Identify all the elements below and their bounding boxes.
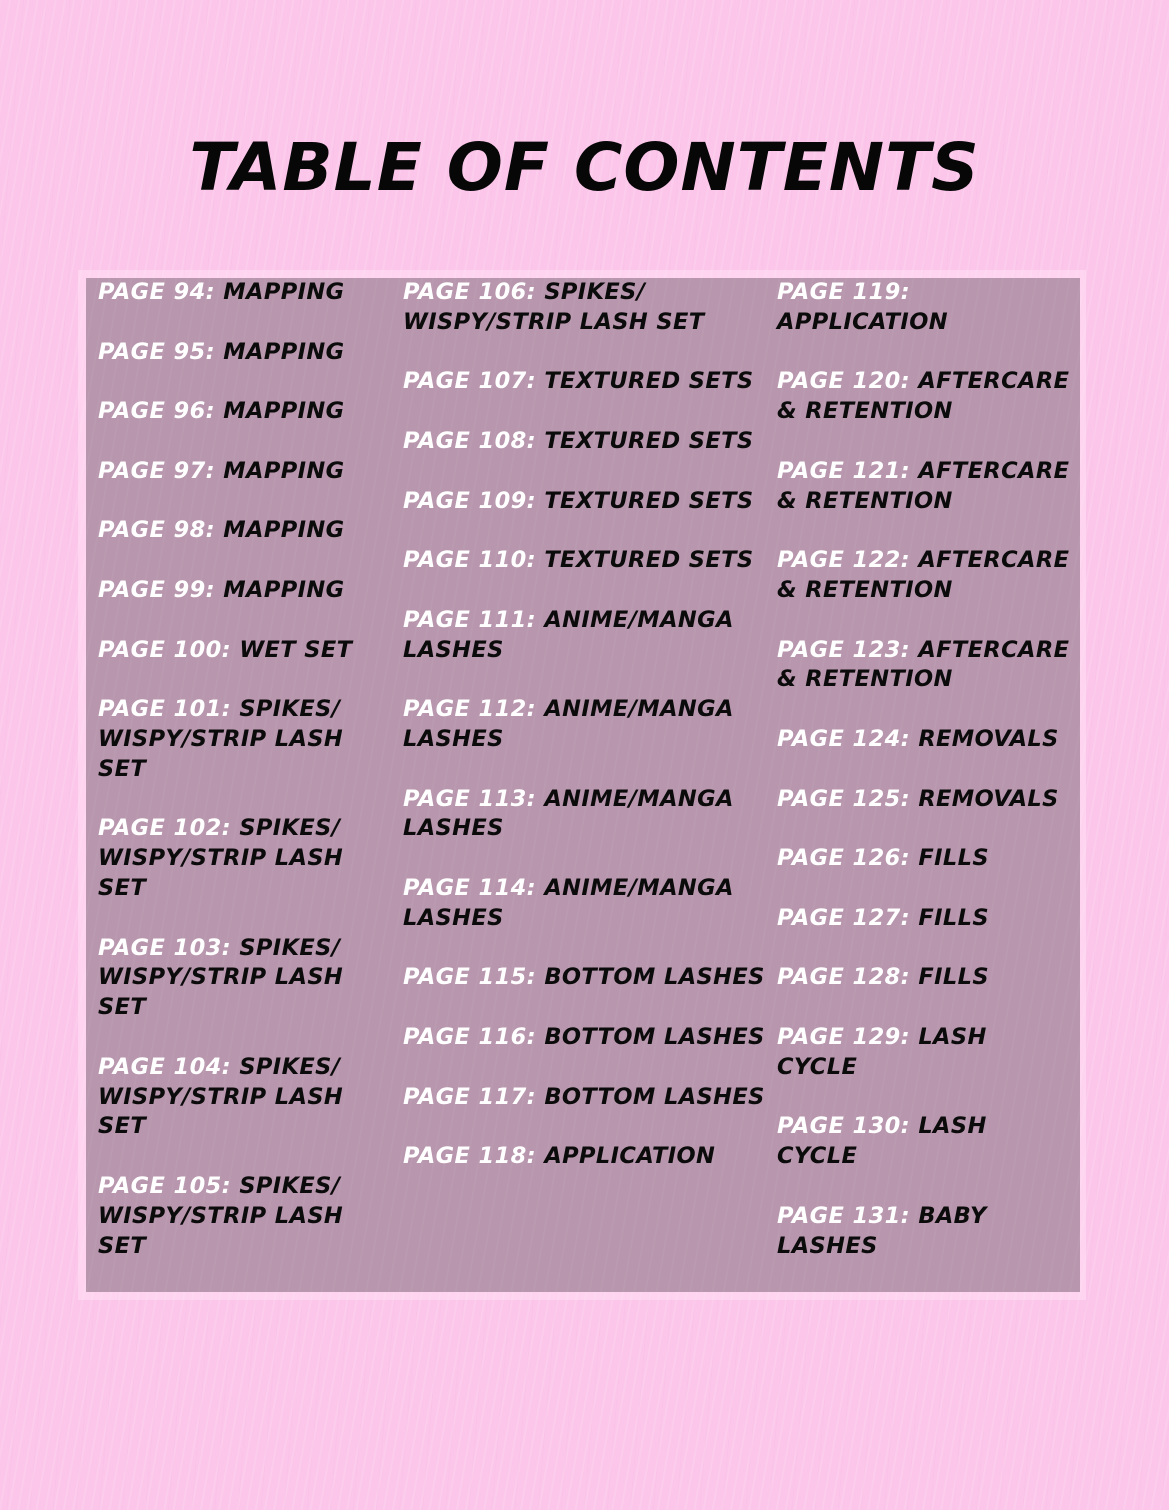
toc-entry — [777, 904, 1073, 934]
toc-page-number: PAGE 126: — [777, 845, 911, 872]
toc-entry — [403, 606, 765, 666]
toc-entry — [403, 367, 765, 397]
toc-entry — [403, 487, 765, 517]
toc-page-number: PAGE 112: — [403, 696, 537, 723]
toc-entry — [777, 725, 1073, 755]
toc-entry — [777, 636, 1073, 696]
toc-entry — [98, 516, 370, 546]
toc-entry — [403, 427, 765, 457]
toc-topic: AFTERCARE & RETENTION — [777, 636, 1070, 693]
toc-page-number: PAGE 102: — [98, 815, 232, 842]
toc-topic: FILLS — [918, 964, 989, 991]
toc-entry — [98, 278, 370, 308]
toc-entry — [98, 934, 370, 1023]
toc-page-number: PAGE 115: — [403, 964, 537, 991]
toc-page-number: PAGE 120: — [777, 368, 911, 395]
toc-page-number: PAGE 129: — [777, 1023, 911, 1050]
toc-topic: AFTERCARE & RETENTION — [777, 457, 1070, 514]
toc-topic: SPIKES/ WISPY/STRIP LASH SET — [403, 279, 705, 335]
toc-entry — [98, 457, 370, 487]
toc-topic: MAPPING — [223, 576, 345, 603]
toc-topic: ANIME/MANGA LASHES — [403, 785, 734, 842]
toc-entry — [777, 457, 1073, 517]
toc-entry — [403, 1083, 765, 1113]
toc-topic: TEXTURED SETS — [544, 547, 754, 574]
toc-topic: LASH CYCLE — [777, 1023, 987, 1080]
toc-page-number: PAGE 109: — [403, 487, 537, 514]
toc-entry — [777, 546, 1073, 606]
toc-page-number: PAGE 119: — [777, 279, 911, 305]
toc-page-number: PAGE 117: — [403, 1083, 537, 1110]
toc-topic: BOTTOM LASHES — [544, 1083, 765, 1110]
toc-page-number: PAGE 94: — [98, 279, 216, 305]
toc-topic: BOTTOM LASHES — [544, 964, 765, 991]
toc-topic: TEXTURED SETS — [544, 487, 754, 514]
toc-entry — [403, 1142, 765, 1172]
toc-entry — [777, 844, 1073, 874]
toc-page-number: PAGE 103: — [98, 934, 232, 961]
toc-topic: APPLICATION — [777, 308, 948, 335]
toc-entry — [403, 695, 765, 755]
toc-entry — [98, 636, 370, 666]
toc-page-number: PAGE 111: — [403, 606, 537, 633]
toc-topic: REMOVALS — [918, 725, 1059, 752]
toc-page-number: PAGE 100: — [98, 636, 232, 663]
toc-topic: MAPPING — [223, 457, 345, 484]
toc-page-number: PAGE 121: — [777, 457, 911, 484]
toc-topic: BOTTOM LASHES — [544, 1023, 765, 1050]
toc-entry — [403, 963, 765, 993]
page-title: TABLE OF CONTENTS — [189, 129, 980, 206]
toc-page-number: PAGE 130: — [777, 1113, 911, 1140]
toc-topic: ANIME/MANGA LASHES — [403, 606, 734, 663]
toc-topic: SPIKES/ WISPY/STRIP LASH SET — [98, 696, 344, 782]
toc-page-number: PAGE 122: — [777, 547, 911, 574]
toc-column-2 — [403, 278, 765, 1202]
toc-page-number: PAGE 104: — [98, 1053, 232, 1080]
toc-entry — [403, 785, 765, 845]
toc-topic: FILLS — [918, 904, 989, 931]
toc-entry — [403, 546, 765, 576]
toc-topic: MAPPING — [223, 398, 345, 425]
toc-topic: SPIKES/ WISPY/STRIP LASH SET — [98, 1053, 344, 1140]
toc-topic: ANIME/MANGA LASHES — [403, 874, 734, 931]
toc-page-number: PAGE 118: — [403, 1143, 537, 1170]
toc-entry — [403, 874, 765, 934]
toc-page-number: PAGE 101: — [98, 696, 232, 723]
toc-entry — [777, 1023, 1073, 1083]
toc-entry — [98, 695, 370, 784]
toc-entry — [98, 814, 370, 903]
toc-entry — [98, 397, 370, 427]
toc-entry — [777, 278, 1073, 338]
toc-topic: SPIKES/ WISPY/STRIP LASH SET — [98, 934, 344, 1021]
toc-page-number: PAGE 107: — [403, 368, 537, 395]
toc-entry — [777, 963, 1073, 993]
toc-entry — [98, 338, 370, 368]
toc-entry — [98, 576, 370, 606]
toc-topic: APPLICATION — [544, 1143, 716, 1170]
toc-topic: WET SET — [239, 636, 353, 663]
toc-column-1 — [98, 278, 370, 1291]
toc-page-number: PAGE 110: — [403, 547, 537, 574]
toc-topic: AFTERCARE & RETENTION — [777, 547, 1070, 603]
toc-page-number: PAGE 116: — [403, 1023, 537, 1050]
toc-topic: AFTERCARE & RETENTION — [777, 368, 1070, 425]
toc-topic: ANIME/MANGA LASHES — [403, 696, 734, 752]
toc-topic: TEXTURED SETS — [544, 368, 754, 395]
toc-entry — [777, 1202, 1073, 1262]
toc-page-number: PAGE 123: — [777, 636, 911, 663]
toc-page-number: PAGE 127: — [777, 904, 911, 931]
toc-page-number: PAGE 98: — [98, 517, 216, 544]
toc-topic: MAPPING — [223, 279, 345, 305]
toc-topic: LASH CYCLE — [777, 1113, 987, 1170]
toc-topic: BABY LASHES — [777, 1202, 987, 1259]
toc-topic: MAPPING — [223, 517, 345, 544]
toc-page-number: PAGE 125: — [777, 785, 911, 812]
toc-entry — [777, 1112, 1073, 1172]
toc-page-number: PAGE 97: — [98, 457, 216, 484]
toc-page-number: PAGE 96: — [98, 398, 216, 425]
toc-entry — [777, 785, 1073, 815]
toc-page-number: PAGE 114: — [403, 874, 537, 901]
toc-page-number: PAGE 105: — [98, 1172, 232, 1199]
toc-entry — [98, 1172, 370, 1261]
toc-page-number: PAGE 131: — [777, 1202, 911, 1229]
toc-topic: MAPPING — [223, 338, 345, 365]
toc-entry — [403, 278, 765, 338]
toc-page-number: PAGE 128: — [777, 964, 911, 991]
toc-entry — [98, 1053, 370, 1142]
toc-entry — [403, 1023, 765, 1053]
toc-topic: SPIKES/ WISPY/STRIP LASH SET — [98, 815, 344, 901]
toc-column-3 — [777, 278, 1073, 1291]
toc-page-number: PAGE 99: — [98, 576, 216, 603]
toc-page-number: PAGE 108: — [403, 427, 537, 454]
toc-topic: FILLS — [918, 845, 989, 872]
toc-page-number: PAGE 95: — [98, 338, 216, 365]
toc-entry — [777, 367, 1073, 427]
toc-topic: REMOVALS — [918, 785, 1059, 812]
toc-page-number: PAGE 106: — [403, 279, 537, 305]
toc-page-number: PAGE 124: — [777, 725, 911, 752]
toc-page-number: PAGE 113: — [403, 785, 537, 812]
toc-topic: TEXTURED SETS — [544, 427, 754, 454]
toc-topic: SPIKES/ WISPY/STRIP LASH SET — [98, 1172, 344, 1259]
